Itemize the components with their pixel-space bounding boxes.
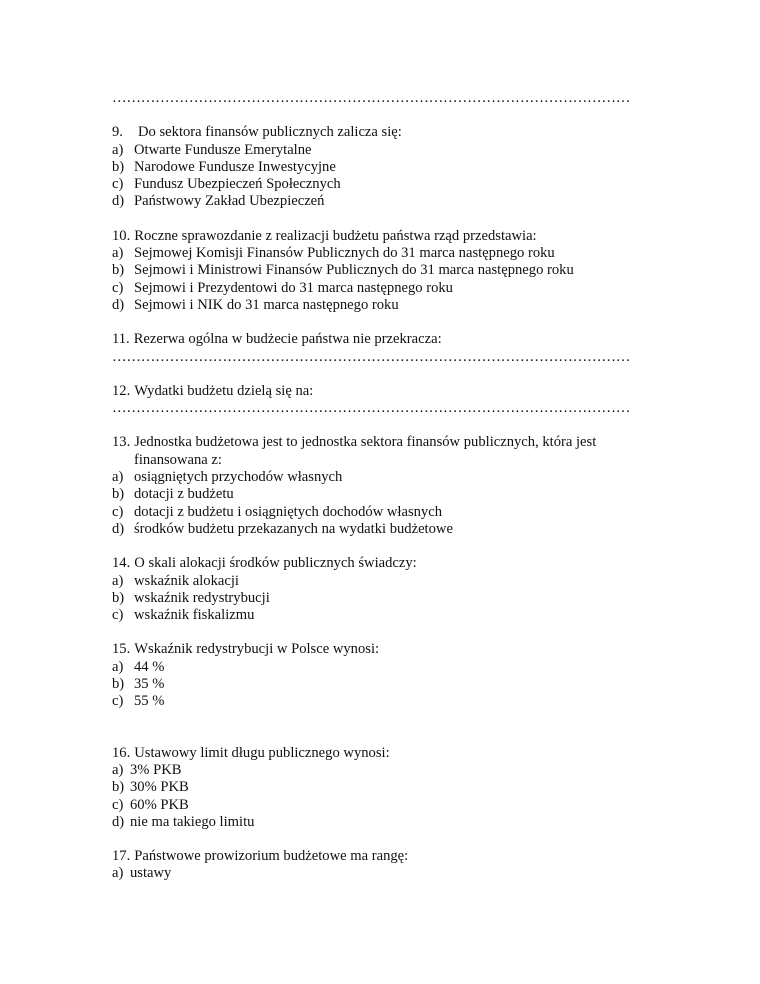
option-text: środków budżetu przekazanych na wydatki budżetowe <box>134 520 453 537</box>
option-a <box>112 469 660 486</box>
option-d <box>112 814 660 831</box>
option-text: 30% PKB <box>130 779 189 796</box>
option-b <box>112 159 660 176</box>
option-a <box>112 142 660 159</box>
question-15 <box>112 641 660 710</box>
option-a <box>112 245 660 262</box>
question-stem <box>112 745 660 762</box>
option-text: dotacji z budżetu <box>134 486 234 503</box>
option-text: wskaźnik redystrybucji <box>134 589 270 606</box>
question-16 <box>112 745 660 831</box>
question-14 <box>112 555 660 624</box>
option-letter: c) <box>112 796 124 813</box>
question-number: 12. <box>112 382 131 399</box>
option-text: Narodowe Fundusze Inwestycyjne <box>134 158 336 175</box>
answer-blank-line: ……………………………………………………………………………………………… <box>112 400 631 417</box>
question-stem <box>112 331 660 348</box>
answer-blank-line: ……………………………………………………………………………………………… <box>112 348 631 365</box>
question-text: Rezerwa ogólna w budżecie państwa nie przekracza: <box>133 331 442 348</box>
question-number: 14. <box>112 555 131 572</box>
option-letter: b) <box>112 158 125 175</box>
question-9 <box>112 124 660 210</box>
question-stem <box>112 641 660 658</box>
option-b <box>112 590 660 607</box>
question-text: Do sektora finansów publicznych zalicza się: <box>138 124 402 141</box>
question-text: Wskaźnik redystrybucji w Polsce wynosi: <box>134 641 380 658</box>
option-text: 55 % <box>134 693 165 710</box>
option-letter: c) <box>112 176 124 193</box>
option-letter: c) <box>112 503 124 520</box>
option-letter: a) <box>112 141 124 158</box>
option-text: Sejmowi i Prezydentowi do 31 marca następnego roku <box>134 279 453 296</box>
question-stem <box>112 555 660 572</box>
option-a <box>112 659 660 676</box>
option-text: dotacji z budżetu i osiągniętych dochodów własnych <box>134 503 443 520</box>
option-a <box>112 573 660 590</box>
option-letter: b) <box>112 262 125 279</box>
option-text: Fundusz Ubezpieczeń Społecznych <box>134 176 341 193</box>
question-number: 10. <box>112 227 131 244</box>
option-b <box>112 676 660 693</box>
question-17 <box>112 848 660 883</box>
question-13 <box>112 434 660 538</box>
question-text: Państwowe prowizorium budżetowe ma rangę: <box>134 848 409 865</box>
question-stem <box>112 228 660 245</box>
option-letter: b) <box>112 589 125 606</box>
question-stem <box>112 434 660 451</box>
question-stem <box>112 848 660 865</box>
option-b <box>112 779 660 796</box>
option-text: Sejmowi i Ministrowi Finansów Publicznych do 31 marca następnego roku <box>134 262 574 279</box>
option-c <box>112 280 660 297</box>
option-letter: d) <box>112 193 125 210</box>
option-text: Otwarte Fundusze Emerytalne <box>134 141 312 158</box>
option-text: 44 % <box>134 658 165 675</box>
question-text: O skali alokacji środków publicznych świadczy: <box>134 555 417 572</box>
option-letter: c) <box>112 693 124 710</box>
option-text: 60% PKB <box>130 796 189 813</box>
option-text: nie ma takiego limitu <box>130 813 255 830</box>
option-c <box>112 176 660 193</box>
option-text: ustawy <box>130 865 172 882</box>
option-text: osiągniętych przychodów własnych <box>134 469 343 486</box>
option-letter: c) <box>112 607 124 624</box>
question-number: 9. <box>112 124 123 141</box>
quiz-content <box>112 90 660 883</box>
question-text: Jednostka budżetowa jest to jednostka sektora finansów publicznych, która jest <box>134 434 597 451</box>
question-stem <box>112 383 660 400</box>
option-b <box>112 262 660 279</box>
option-text: 3% PKB <box>130 761 182 778</box>
question-11 <box>112 331 660 366</box>
option-letter: c) <box>112 279 124 296</box>
option-text: Sejmowej Komisji Finansów Publicznych do 31 marca następnego roku <box>134 245 555 262</box>
option-letter: d) <box>112 296 125 313</box>
option-letter: a) <box>112 658 124 675</box>
option-letter: a) <box>112 469 124 486</box>
option-b <box>112 486 660 503</box>
option-text: 35 % <box>134 676 165 693</box>
option-letter: b) <box>112 676 125 693</box>
question-text-continuation: finansowana z: <box>134 451 222 468</box>
question-10 <box>112 228 660 314</box>
option-c <box>112 693 660 710</box>
option-a <box>112 865 660 882</box>
answer-blank-line: ……………………………………………………………………………………………… <box>112 90 631 106</box>
option-letter: b) <box>112 779 125 796</box>
option-c <box>112 504 660 521</box>
option-letter: a) <box>112 865 124 882</box>
option-letter: d) <box>112 520 125 537</box>
question-text: Ustawowy limit długu publicznego wynosi: <box>134 744 390 761</box>
option-letter: a) <box>112 572 124 589</box>
option-letter: a) <box>112 245 124 262</box>
option-c <box>112 607 660 624</box>
question-number: 16. <box>112 744 131 761</box>
option-text: wskaźnik alokacji <box>134 572 239 589</box>
option-d <box>112 297 660 314</box>
question-number: 15. <box>112 641 131 658</box>
option-a <box>112 762 660 779</box>
question-text: Wydatki budżetu dzielą się na: <box>134 382 314 399</box>
question-text: Roczne sprawozdanie z realizacji budżetu państwa rząd przedstawia: <box>134 227 537 244</box>
option-letter: d) <box>112 813 125 830</box>
question-stem <box>112 124 660 141</box>
option-d <box>112 193 660 210</box>
option-text: Państwowy Zakład Ubezpieczeń <box>134 193 325 210</box>
question-12 <box>112 383 660 418</box>
option-d <box>112 521 660 538</box>
question-number: 17. <box>112 848 131 865</box>
option-text: Sejmowi i NIK do 31 marca następnego roku <box>134 296 399 313</box>
option-letter: b) <box>112 486 125 503</box>
option-c <box>112 797 660 814</box>
question-number: 13. <box>112 434 131 451</box>
option-text: wskaźnik fiskalizmu <box>134 607 255 624</box>
option-letter: a) <box>112 761 124 778</box>
question-number: 11. <box>112 331 130 348</box>
